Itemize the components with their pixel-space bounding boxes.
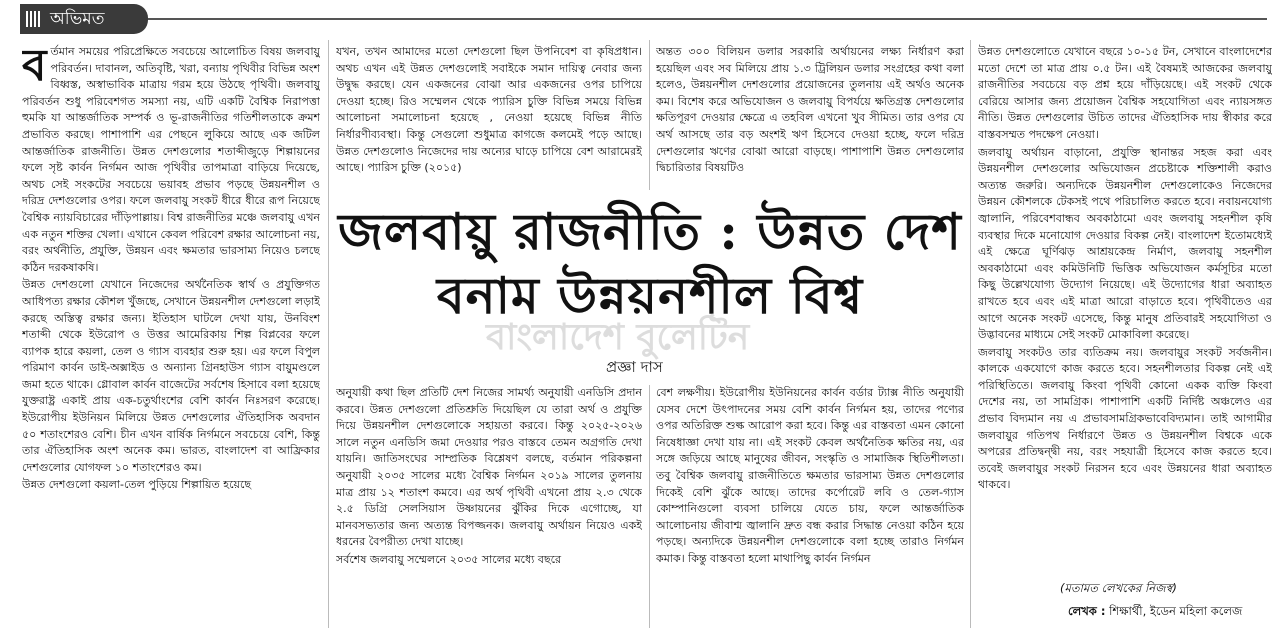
author-byline: প্রজ্ঞা দাস xyxy=(606,358,663,376)
headline-line-1: জলবায়ু রাজনীতি : উন্নত দেশ xyxy=(338,202,962,261)
section-label-text: অভিমত xyxy=(50,9,105,29)
paragraph: যখন, তখন আমাদের মতো দেশগুলো ছিল উপনিবেশ বা কৃষিপ্রধান। অথচ এখন এই উন্নত দেশগুলোই সবাইকে সমান দায়িত্ব নেবার জন্য উদ্বুদ্ধ করছে। যেন একজনের বোঝা আর একজনের ওপর চাপিয়ে দেওয়া হচ্ছে। রিও সম্মেলন থেকে প্যারিস চুক্তি বিভিন্ন সময়ে বিভিন্ন আলোচনা সমালোচনা হয়েছে , নেওয়া হয়েছে বিভিন্ন নীতি নির্ধারণীব্যবস্থা। কিন্তু সেগুলো শুধুমাত্র কাগজে কলমেই পড়ে আছে। উন্নত দেশগুলোও নিজেদের দায় অন্যের ঘাড়ে চাপিয়ে বেশ আরামেরই আছে। প্যারিস চুক্তি (২০১৫) xyxy=(336,45,642,175)
paragraph: অনুযায়ী কথা ছিল প্রতিটি দেশ নিজের সামর্থ্য অনুযায়ী এনডিসি প্রদান করবে। উন্নত দেশগুলো প্রতিশ্রুতি দিয়েছিল যে তারা অর্থ ও প্রযুক্তি দিয়ে উন্নয়নশীল দেশগুলোকে সহায়তা করবে। কিন্তু ২০২৫-২০২৬ সালে নতুন এনডিসি জমা দেওয়ার পরও বাস্তবে তেমন অগ্রগতি দেখা যায়নি। জাতিসংঘের সাম্প্রতিক বিশ্লেষণ বলছে, বর্তমান পরিকল্পনা অনুযায়ী ২০৩৫ সালের মধ্যে বৈশ্বিক নির্গমন ২০১৯ সালের তুলনায় মাত্র প্রায় ১২ শতাংশ কমবে। এর অর্থ পৃথিবী এখনো প্রায় ২.৩ থেকে ২.৫ ডিগ্রি সেলসিয়াস উষ্ণায়নের ঝুঁকির দিকে এগোচ্ছে, যা মানবসভ্যতার জন্য অত্যন্ত বিপজ্জনক। জলবায়ু অর্থায়ন নিয়েও একই ধরনের বৈপরীত্য দেখা যাচ্ছে। xyxy=(336,386,642,549)
column-divider xyxy=(328,40,329,628)
opinion-disclaimer: (মতামত লেখকের নিজস্ব) xyxy=(1060,581,1177,595)
drop-cap: ব xyxy=(22,44,47,91)
headline-line-2: বনাম উন্নয়নশীল বিশ্ব xyxy=(436,266,864,325)
watermark: বাংলাদেশ বুলেটিন xyxy=(486,317,750,358)
article-column-3-top xyxy=(656,44,964,192)
writer-info xyxy=(1068,603,1242,622)
paragraph xyxy=(22,44,320,276)
headline-block xyxy=(336,200,964,380)
paragraph: উন্নত দেশগুলো যেখানে নিজেদের অর্থনৈতিক স্বার্থ ও প্রযুক্তিগত আধিপত্য রক্ষার কৌশল খুঁজছে, সেখানে উন্নয়নশীল দেশগুলো লড়াই করছে অস্তিত্ব রক্ষার জন্য। ইতিহাস ঘাটলে দেখা যায়, উনবিংশ শতাব্দী থেকে ইউরোপ ও উত্তর আমেরিকায় শিল্প বিপ্লবের ফলে ব্যাপক হারে কয়লা, তেল ও গ্যাস ব্যবহার শুরু হয়। এর ফলে বিপুল পরিমাণ কার্বন ডাই-অক্সাইড ও অন্যান্য গ্রিনহাউস গ্যাস বায়ুমণ্ডলে জমা হতে থাকে। গ্লোবাল কার্বন বাজেটের সর্বশেষ হিসাবে বলা হয়েছে যুক্তরাষ্ট্র একাই প্রায় এক-চতুর্থাংশের বেশি কার্বন নিঃসরণ করেছে। ইউরোপীয় ইউনিয়ন মিলিয়ে উন্নত দেশগুলোর ঐতিহাসিক অবদান ৫০ শতাংশেরও বেশি। চীন এখন বার্ষিক নির্গমনে সবচেয়ে বেশি, কিন্তু তার ঐতিহাসিক অংশ অনেক কম। ভারত, বাংলাদেশ বা আফ্রিকার দেশগুলোর যোগফল ১০ শতাংশেরও কম। xyxy=(22,278,320,474)
article-column-2-bottom xyxy=(336,385,642,628)
paragraph: উন্নত দেশগুলোতে যেখানে বছরে ১০-১৫ টন, সেখানে বাংলাদেশের মতো দেশে তা মাত্র প্রায় ০.৫ টন। এই বৈষম্যই আজকের জলবায়ু রাজনীতির সবচেয়ে বড় প্রশ্ন হয়ে দাঁড়িয়েছে। এই সংকট থেকে বেরিয়ে আসার জন্য প্রয়োজন বৈশ্বিক সহযোগিতা এবং ন্যায়সঙ্গত নীতি। উন্নত দেশগুলোর উচিত তাদের ঐতিহাসিক দায় স্বীকার করে বাস্তবসম্মত পদক্ষেপ নেওয়া। xyxy=(978,45,1272,141)
article-column-1 xyxy=(22,44,320,628)
section-mark-icon xyxy=(26,11,42,27)
paragraph: জলবায়ু অর্থায়ন বাড়ানো, প্রযুক্তি স্থানান্তর সহজ করা এবং উন্নয়নশীল দেশগুলোর অভিযোজন প্রচেষ্টাকে শক্তিশালী করাও অত্যন্ত জরুরি। অন্যদিকে উন্নয়নশীল দেশগুলোকেও নিজেদের উন্নয়ন কৌশলকে টেকসই পথে পরিচালিত করতে হবে। নবায়নযোগ্য জ্বালানি, পরিবেশবান্ধব অবকাঠামো এবং জলবায়ু সহনশীল কৃষি ব্যবস্থার দিকে মনোযোগ দেওয়ার বিকল্প নেই। বাংলাদেশ ইতোমধ্যেই এই ক্ষেত্রে ঘূর্ণিঝড় আশ্রয়কেন্দ্র নির্মাণ, জলবায়ু সহনশীল অবকাঠামো এবং কমিউনিটি ভিত্তিক অভিযোজন কর্মসূচির মতো কিছু উল্লেখযোগ্য উদ্যোগ নিয়েছে। এই উদ্যোগের ধারা অব্যাহত রাখতে হবে এবং এই মাত্রা আরো বাড়াতে হবে। পৃথিবীতেও এর আগে অনেক সংকট এসেছে, কিন্তু মানুষ প্রতিবারই সহযোগিতা ও উদ্ভাবনের মাধ্যমে সেই সংকট মোকাবিলা করেছে। xyxy=(978,145,1272,342)
headline xyxy=(336,200,964,328)
writer-description: শিক্ষার্থী, ইডেন মহিলা কলেজ xyxy=(1109,604,1243,618)
top-divider xyxy=(148,18,1267,20)
section-label xyxy=(20,4,148,34)
column-divider xyxy=(970,40,971,628)
paragraph-text: র্তমান সময়ের পরিপ্রেক্ষিতে সবচেয়ে আলোচিত বিষয় জলবায়ু পরিবর্তন। দাবানল, অতিবৃষ্টি, খরা, বন্যায় পৃথিবীর বিভিন্ন অংশ বিধ্বস্ত, অস্বাভাবিক মাত্রায় গরম হয়ে উঠছে পৃথিবী। জলবায়ু পরিবর্তন শুধু পরিবেশগত সমস্যা নয়, এটি একটি বৈশ্বিক নিরাপত্তা হুমকি যা আন্তর্জাতিক সম্পর্ক ও ভূ-রাজনীতির গতিশীলতাকে ক্রমশ প্রভাবিত করছে। পাশাপাশি এর পেছনে লুকিয়ে আছে এক জটিল আন্তর্জাতিক রাজনীতি। উন্নত দেশগুলোর শতাব্দীজুড়ে শিল্পায়নের ফলে সৃষ্ট কার্বন নির্গমন আজ পৃথিবীর তাপমাত্রা বাড়িয়ে দিয়েছে, অথচ সেই সংকটের সবচেয়ে ভয়াবহ প্রভাব পড়ছে উন্নয়নশীল ও দরিদ্র দেশগুলোর ওপর। ফলে জলবায়ু সংকট ধীরে ধীরে রূপ নিয়েছে বৈশ্বিক ন্যায়বিচারের দাঁড়িপাল্লায়। বিশ্ব রাজনীতির মঞ্চে জলবায়ু এখন এক নতুন শক্তির খেলা। এখানে কেবল পরিবেশ রক্ষার আলোচনা নয়, বরং অর্থনীতি, প্রযুক্তি, উন্নয়ন এবং ক্ষমতার ভারসাম্য নিয়েও চলছে কঠিন দরকষাকষি। xyxy=(22,45,320,274)
column-divider xyxy=(649,385,650,628)
column-divider xyxy=(649,40,650,190)
paragraph: উন্নত দেশগুলো কয়লা-তেল পুড়িয়ে শিল্পায়িত হয়েছে xyxy=(22,478,252,492)
article-column-4 xyxy=(978,44,1272,578)
article-column-3-bottom xyxy=(656,385,964,628)
paragraph: সর্বশেষ জলবায়ু সম্মেলনে ২০৩৫ সালের মধ্যে বছরে xyxy=(336,552,562,566)
paragraph: অন্তত ৩০০ বিলিয়ন ডলার সরকারি অর্থায়নের লক্ষ্য নির্ধারণ করা হয়েছিল এবং সব মিলিয়ে প্রায় ১.৩ ট্রিলিয়ন ডলার সংগ্রহের কথা বলা হলেও, উন্নয়নশীল দেশগুলোর প্রয়োজনের তুলনায় এই অর্থও অনেক কম। বিশেষ করে অভিযোজন ও জলবায়ু বিপর্যয়ে ক্ষতিগ্রস্ত দেশগুলোর ক্ষতিপূরণ দেওয়ার ক্ষেত্রে এ তহবিল এখনো খুব সীমিত। তার ওপর যে অর্থ আসছে তার বড় অংশই ঋণ হিসেবে দেওয়া হচ্ছে, ফলে দরিদ্র দেশগুলোর ঋণের বোঝা আরো বাড়ছে। পাশাপাশি উন্নত দেশগুলোর দ্বিচারিতার বিষয়টিও xyxy=(656,45,964,175)
paragraph: বেশ লক্ষণীয়। ইউরোপীয় ইউনিয়নের কার্বন বর্ডার ট্যাক্স নীতি অনুযায়ী যেসব দেশে উৎপাদনের সময় বেশি কার্বন নির্গমন হয়, তাদের পণ্যের ওপর অতিরিক্ত শুল্ক আরোপ করা হবে। কিন্তু এর বাস্তবতা এমন কোনো নিষেধাজ্ঞা দেখা যায় না। এই সংকট কেবল অর্থনৈতিক ক্ষতির নয়, এর সঙ্গে জড়িয়ে আছে মানুষের জীবন, সংস্কৃতি ও সামাজিক স্থিতিশীলতা। তবু বৈশ্বিক জলবায়ু রাজনীতিতে ক্ষমতার ভারসাম্য উন্নত দেশগুলোর দিকেই বেশি ঝুঁকে আছে। তাদের কর্পোরেট লবি ও তেল-গ্যাস কোম্পানিগুলো ব্যবসা চালিয়ে যেতে চায়, ফলে আন্তর্জাতিক আলোচনায় জীবাশ্ম জ্বালানি দ্রুত বন্ধ করার সিদ্ধান্ত নেওয়া কঠিন হয়ে পড়ছে। অন্যদিকে উন্নয়নশীল দেশগুলোকে বলা হচ্ছে তারাও নির্গমন কমাক। কিন্তু বাস্তবতা হলো মাথাপিছু কার্বন নির্গমন xyxy=(656,386,964,565)
paragraph: জলবায়ু সংকটও তার ব্যতিক্রম নয়। জলবায়ুর সংকট সর্বজনীন। কালকে একযোগে কাজ করতে হবে। সহনশীলতার বিকল্প নেই এই পরিস্থিতিতে। জলবায়ু কিংবা পৃথিবী কোনো একক ব্যক্তি কিংবা দেশের নয়, তা সামগ্রিক। পাশাপাশি একটি নির্দিষ্ট অঞ্চলেও এর প্রভাব বিদ্যমান নয় এ প্রভাবসামগ্রিকভাবেবিদ্যমান। তাই আগামীর জলবায়ুর গতিপথ নির্ধারণে উন্নত ও উন্নয়নশীল বিশ্বকে একে অপরের প্রতিদ্বন্দ্বী নয়, বরং সহযাত্রী হিসেবে কাজ করতে হবে। তবেই জলবায়ুর সংকট নিরসন হবে এবং উন্নয়নের ধারা অব্যাহত থাকবে। xyxy=(978,345,1272,492)
article-column-2-top xyxy=(336,44,642,192)
writer-label: লেখক : xyxy=(1068,604,1106,618)
